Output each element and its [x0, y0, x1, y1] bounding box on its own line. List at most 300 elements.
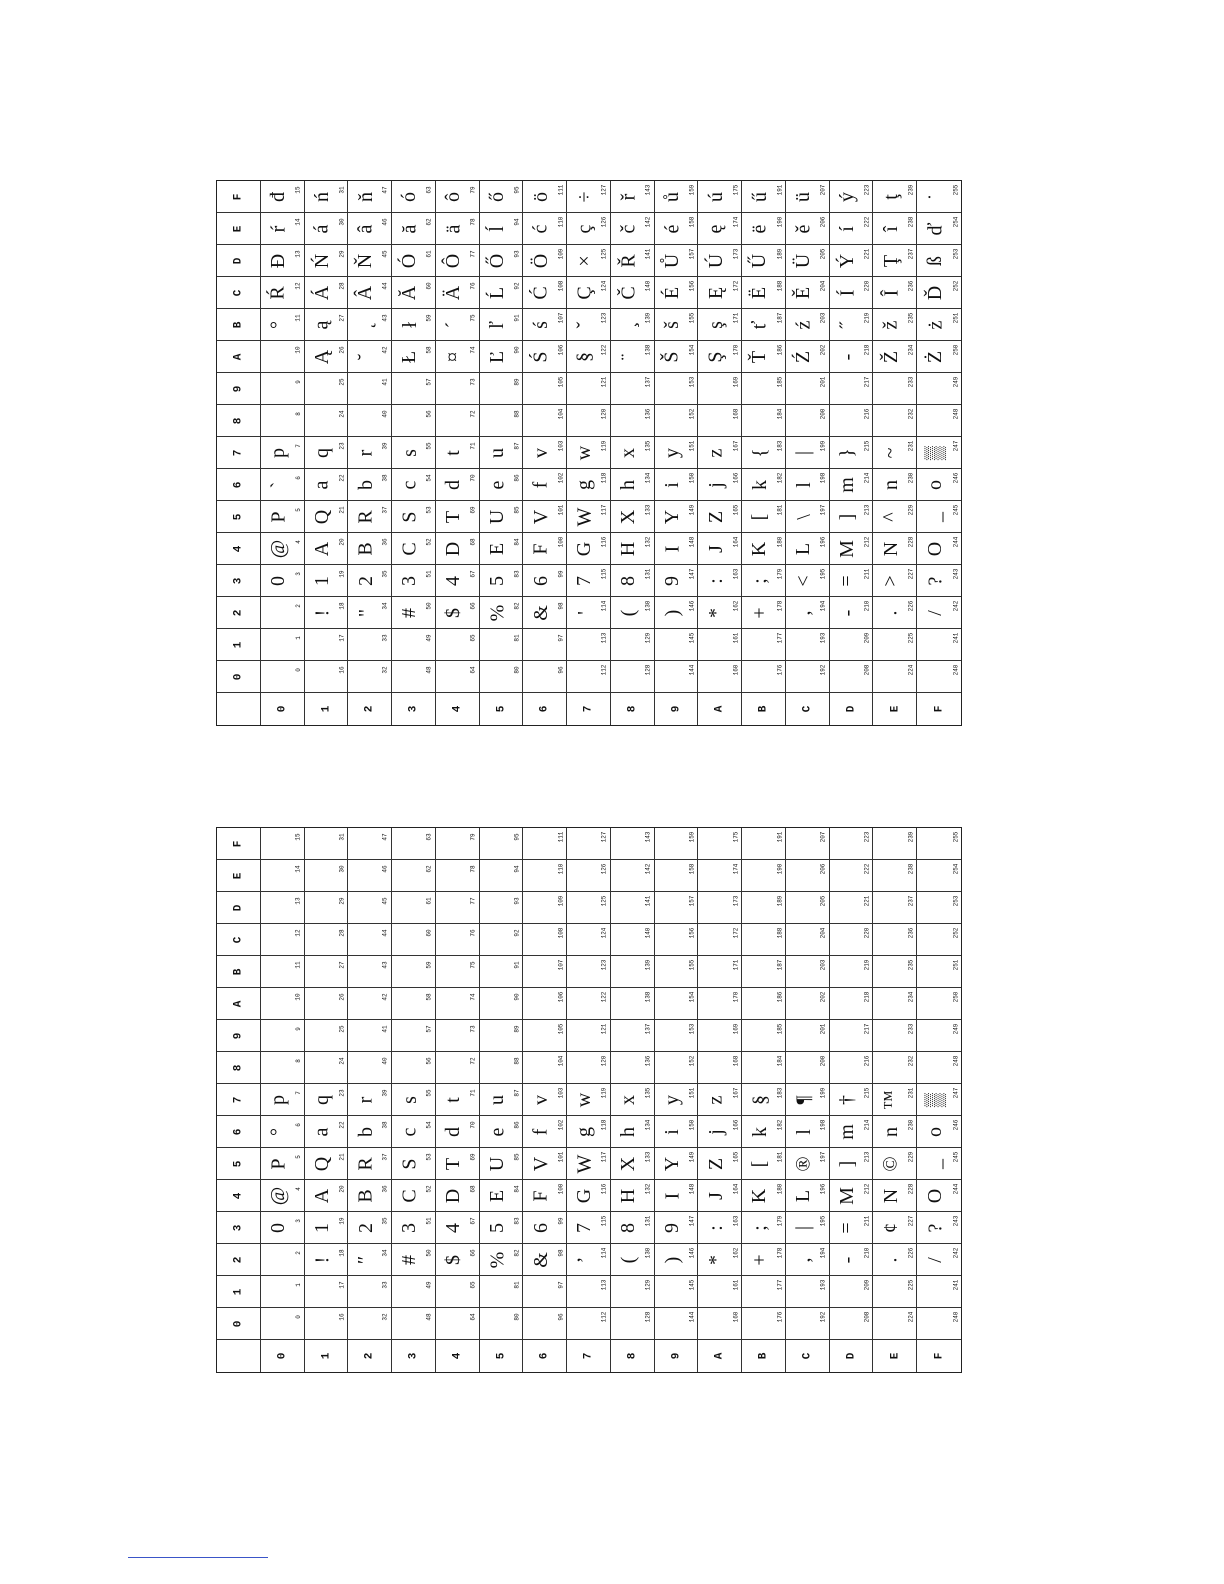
character-cell [917, 437, 961, 469]
character-cell [436, 1180, 480, 1212]
character-cell [786, 1020, 830, 1052]
character-cell [523, 1020, 567, 1052]
decimal-code: 88 [513, 1057, 521, 1065]
character-cell [305, 533, 349, 565]
character-glyph: # [398, 1254, 421, 1265]
character-cell [655, 1084, 699, 1116]
character-glyph: ď [924, 222, 947, 235]
decimal-code: 211 [863, 1215, 871, 1227]
character-cell [742, 988, 786, 1020]
character-cell [830, 181, 874, 213]
decimal-code: 16 [338, 666, 346, 674]
character-cell [917, 988, 961, 1020]
character-cell [873, 373, 917, 405]
character-cell [873, 1212, 917, 1244]
decimal-code: 43 [382, 961, 390, 969]
character-glyph: / [924, 1256, 947, 1263]
character-cell [611, 277, 655, 309]
character-cell [480, 1244, 524, 1276]
character-glyph: " [354, 608, 377, 617]
decimal-code: 243 [951, 1215, 959, 1227]
character-cell [655, 1148, 699, 1180]
character-cell [698, 661, 742, 693]
column-header-label: 9 [670, 705, 683, 713]
character-glyph: L [792, 542, 815, 555]
character-cell [305, 597, 349, 629]
decimal-code: 10 [294, 993, 302, 1001]
character-glyph: N [879, 1188, 902, 1203]
character-cell [830, 533, 874, 565]
decimal-code: 227 [907, 1215, 915, 1227]
column-header [305, 1340, 349, 1372]
character-cell [523, 405, 567, 437]
character-cell [523, 309, 567, 341]
decimal-code: 185 [775, 376, 783, 388]
character-cell [742, 1244, 786, 1276]
character-glyph: © [879, 1155, 902, 1172]
decimal-code: 180 [775, 1183, 783, 1195]
decimal-code: 44 [382, 929, 390, 937]
decimal-code: 85 [513, 506, 521, 514]
decimal-code: 49 [425, 634, 433, 642]
decimal-code: 254 [951, 863, 959, 875]
row-header [217, 597, 261, 629]
column-header [698, 693, 742, 725]
character-cell [436, 1276, 480, 1308]
decimal-code: 118 [600, 472, 608, 484]
character-cell [305, 956, 349, 988]
character-cell [655, 277, 699, 309]
decimal-code: 22 [338, 1121, 346, 1129]
decimal-code: 18 [338, 1249, 346, 1257]
character-glyph: I [661, 1192, 684, 1199]
character-cell [786, 629, 830, 661]
decimal-code: 210 [863, 600, 871, 612]
decimal-code: 38 [382, 474, 390, 482]
decimal-code: 222 [863, 863, 871, 875]
character-glyph: ' [573, 610, 596, 615]
character-cell [567, 309, 611, 341]
character-cell [786, 565, 830, 597]
character-cell [917, 661, 961, 693]
character-cell [873, 1244, 917, 1276]
character-cell [698, 277, 742, 309]
decimal-code: 253 [951, 248, 959, 260]
character-glyph: ß [924, 255, 947, 266]
character-cell [567, 1244, 611, 1276]
character-cell [830, 1276, 874, 1308]
character-glyph: Â [354, 285, 377, 300]
decimal-code: 122 [600, 344, 608, 356]
character-cell [392, 1052, 436, 1084]
decimal-code: 12 [294, 929, 302, 937]
decimal-code: 103 [557, 440, 565, 452]
character-cell [917, 1020, 961, 1052]
character-cell [655, 213, 699, 245]
decimal-code: 186 [775, 344, 783, 356]
decimal-code: 184 [775, 408, 783, 420]
character-cell [786, 341, 830, 373]
decimal-code: 167 [732, 440, 740, 452]
column-header-label: 8 [626, 705, 639, 713]
character-cell [480, 629, 524, 661]
decimal-code: 121 [600, 1023, 608, 1035]
decimal-code: 36 [382, 538, 390, 546]
row-header [217, 245, 261, 277]
character-cell [786, 661, 830, 693]
character-cell [917, 597, 961, 629]
decimal-code: 207 [819, 184, 827, 196]
decimal-code: 58 [425, 993, 433, 1001]
character-cell [348, 1244, 392, 1276]
character-glyph: ú [704, 191, 727, 202]
character-cell [392, 501, 436, 533]
character-cell [305, 213, 349, 245]
character-glyph: l [792, 481, 815, 488]
character-cell [348, 1084, 392, 1116]
decimal-code: 175 [732, 831, 740, 843]
character-glyph: Ň [354, 253, 377, 268]
character-glyph: d [442, 479, 465, 490]
character-glyph: Ő [485, 253, 508, 268]
decimal-code: 19 [338, 1217, 346, 1225]
character-cell [348, 501, 392, 533]
character-glyph: ¢ [879, 1222, 902, 1233]
character-glyph: Y [661, 1156, 684, 1171]
character-glyph: a [310, 1127, 333, 1136]
character-cell [480, 661, 524, 693]
character-cell [567, 860, 611, 892]
character-cell [786, 373, 830, 405]
character-cell [261, 860, 305, 892]
decimal-code: 224 [907, 664, 915, 676]
character-glyph: Ů [661, 253, 684, 268]
decimal-code: 200 [819, 1055, 827, 1067]
character-cell [698, 565, 742, 597]
character-glyph: z [704, 448, 727, 457]
character-cell [480, 1276, 524, 1308]
character-cell [917, 1116, 961, 1148]
decimal-code: 8 [294, 412, 302, 416]
character-glyph: 9 [661, 575, 684, 586]
decimal-code: 198 [819, 1119, 827, 1131]
character-cell [917, 892, 961, 924]
character-glyph: Č [617, 285, 640, 300]
decimal-code: 87 [513, 442, 521, 450]
character-cell [348, 277, 392, 309]
decimal-code: 142 [644, 863, 652, 875]
row-header-label: F [232, 193, 245, 200]
column-header-label: 0 [276, 1352, 289, 1360]
character-cell [742, 956, 786, 988]
character-cell [698, 341, 742, 373]
decimal-code: 230 [907, 472, 915, 484]
row-header [217, 828, 261, 860]
character-glyph: m [836, 1123, 859, 1140]
decimal-code: 90 [513, 993, 521, 1001]
character-glyph: n [879, 1126, 902, 1137]
row-header [217, 661, 261, 693]
character-glyph: U [485, 509, 508, 524]
decimal-code: 250 [951, 991, 959, 1003]
character-cell [917, 501, 961, 533]
character-glyph: ® [792, 1155, 815, 1172]
character-cell [917, 181, 961, 213]
character-glyph: f [529, 1128, 552, 1135]
decimal-code: 163 [732, 1215, 740, 1227]
decimal-code: 208 [863, 1311, 871, 1323]
decimal-code: 16 [338, 1313, 346, 1321]
character-cell [830, 405, 874, 437]
character-cell [830, 1148, 874, 1180]
decimal-code: 147 [688, 1215, 696, 1227]
decimal-code: 165 [732, 504, 740, 516]
decimal-code: 92 [513, 929, 521, 937]
decimal-code: 247 [951, 1087, 959, 1099]
decimal-code: 91 [513, 961, 521, 969]
character-cell [917, 1212, 961, 1244]
decimal-code: 96 [557, 666, 565, 674]
character-cell [698, 469, 742, 501]
character-cell [917, 533, 961, 565]
character-cell [786, 533, 830, 565]
row-header [217, 924, 261, 956]
character-glyph: R [354, 509, 377, 524]
character-cell [480, 1116, 524, 1148]
character-cell [698, 533, 742, 565]
character-cell [305, 341, 349, 373]
decimal-code: 245 [951, 504, 959, 516]
decimal-code: 80 [513, 1313, 521, 1321]
decimal-code: 191 [775, 184, 783, 196]
character-cell [436, 1308, 480, 1340]
character-cell [917, 565, 961, 597]
decimal-code: 45 [382, 897, 390, 905]
decimal-code: 192 [819, 664, 827, 676]
decimal-code: 5 [294, 1155, 302, 1159]
character-glyph: [ [748, 1160, 771, 1167]
character-glyph: 5 [485, 1222, 508, 1233]
character-glyph: t [442, 1096, 465, 1103]
column-header-label: 6 [538, 1352, 551, 1360]
decimal-code: 183 [775, 1087, 783, 1099]
decimal-code: 24 [338, 410, 346, 418]
decimal-code: 228 [907, 536, 915, 548]
character-glyph: Î [879, 289, 902, 296]
decimal-code: 93 [513, 250, 521, 258]
character-glyph: 6 [529, 1222, 552, 1233]
character-glyph: F [529, 542, 552, 555]
character-cell [830, 437, 874, 469]
decimal-code: 9 [294, 380, 302, 384]
decimal-code: 66 [469, 1249, 477, 1257]
character-cell [830, 213, 874, 245]
character-cell [873, 1052, 917, 1084]
decimal-code: 227 [907, 568, 915, 580]
character-cell [261, 1308, 305, 1340]
decimal-code: 93 [513, 897, 521, 905]
decimal-code: 237 [907, 895, 915, 907]
decimal-code: 65 [469, 1281, 477, 1289]
decimal-code: 251 [951, 959, 959, 971]
row-header [217, 373, 261, 405]
decimal-code: 37 [382, 506, 390, 514]
decimal-code: 46 [382, 865, 390, 873]
character-cell [261, 1020, 305, 1052]
character-glyph: d [442, 1126, 465, 1137]
decimal-code: 97 [557, 634, 565, 642]
character-cell [480, 469, 524, 501]
character-glyph: ! [310, 609, 333, 616]
character-cell [873, 661, 917, 693]
decimal-code: 23 [338, 1089, 346, 1097]
column-header-label: 2 [363, 705, 376, 713]
decimal-code: 204 [819, 927, 827, 939]
column-header-label: 4 [451, 1352, 464, 1360]
decimal-code: 129 [644, 1279, 652, 1291]
character-glyph: E [485, 1189, 508, 1202]
row-header [217, 309, 261, 341]
decimal-code: 0 [294, 1315, 302, 1319]
character-cell [611, 1212, 655, 1244]
decimal-code: 31 [338, 186, 346, 194]
character-cell [655, 1212, 699, 1244]
character-cell [261, 1212, 305, 1244]
character-glyph: / [924, 609, 947, 616]
character-cell [742, 1212, 786, 1244]
decimal-code: 153 [688, 376, 696, 388]
character-cell [611, 629, 655, 661]
decimal-code: 95 [513, 833, 521, 841]
character-glyph: Š [661, 350, 684, 363]
character-cell [611, 597, 655, 629]
character-glyph: Ú [704, 253, 727, 268]
character-cell [698, 1180, 742, 1212]
character-glyph: 5 [485, 575, 508, 586]
character-cell [830, 1180, 874, 1212]
character-cell [742, 1308, 786, 1340]
character-glyph: _ [924, 511, 947, 522]
decimal-code: 164 [732, 1183, 740, 1195]
decimal-code: 220 [863, 927, 871, 939]
character-glyph: ý [836, 191, 859, 202]
character-glyph: A [310, 1188, 333, 1203]
character-glyph: ’ [573, 1256, 596, 1263]
decimal-code: 170 [732, 991, 740, 1003]
character-cell [655, 1052, 699, 1084]
character-cell [830, 860, 874, 892]
character-cell [830, 597, 874, 629]
decimal-code: 3 [294, 572, 302, 576]
character-cell [698, 1052, 742, 1084]
character-cell [523, 1116, 567, 1148]
character-cell [436, 501, 480, 533]
row-header [217, 988, 261, 1020]
character-cell [567, 1084, 611, 1116]
column-header [392, 693, 436, 725]
character-cell [523, 501, 567, 533]
decimal-code: 11 [294, 961, 302, 969]
decimal-code: 113 [600, 1279, 608, 1291]
character-glyph: ( [617, 609, 640, 616]
column-header-label: D [845, 705, 858, 713]
character-glyph: { [748, 447, 771, 458]
character-cell [480, 1212, 524, 1244]
character-cell [611, 1020, 655, 1052]
character-cell [742, 924, 786, 956]
character-cell [305, 892, 349, 924]
row-header-label: 0 [232, 1320, 245, 1327]
decimal-code: 200 [819, 408, 827, 420]
character-cell [523, 277, 567, 309]
character-cell [567, 469, 611, 501]
character-cell [348, 1308, 392, 1340]
character-cell [786, 1052, 830, 1084]
decimal-code: 69 [469, 506, 477, 514]
character-glyph: ű [748, 191, 771, 202]
character-glyph: â [354, 224, 377, 233]
row-header [217, 501, 261, 533]
decimal-code: 164 [732, 536, 740, 548]
decimal-code: 100 [557, 1183, 565, 1195]
decimal-code: 110 [557, 216, 565, 228]
decimal-code: 68 [469, 538, 477, 546]
decimal-code: 179 [775, 1215, 783, 1227]
character-cell [830, 661, 874, 693]
character-cell [261, 1180, 305, 1212]
character-cell [567, 1180, 611, 1212]
character-glyph: < [792, 574, 815, 587]
character-cell [742, 309, 786, 341]
decimal-code: 62 [425, 218, 433, 226]
decimal-code: 76 [469, 929, 477, 937]
decimal-code: 203 [819, 959, 827, 971]
column-header-label: E [888, 1352, 901, 1360]
decimal-code: 249 [951, 1023, 959, 1035]
character-cell [742, 533, 786, 565]
character-cell [873, 1276, 917, 1308]
character-cell [742, 245, 786, 277]
character-cell [917, 245, 961, 277]
character-cell [611, 245, 655, 277]
character-cell [830, 469, 874, 501]
character-cell [611, 988, 655, 1020]
character-glyph: o [924, 479, 947, 490]
decimal-code: 75 [469, 961, 477, 969]
character-glyph: j [704, 1128, 727, 1135]
character-cell [480, 860, 524, 892]
character-glyph: 2 [354, 575, 377, 586]
decimal-code: 220 [863, 280, 871, 292]
character-cell [392, 956, 436, 988]
decimal-code: 149 [688, 504, 696, 516]
character-glyph: X [617, 1156, 640, 1171]
decimal-code: 108 [557, 927, 565, 939]
character-glyph: Ý [836, 253, 859, 268]
character-cell [261, 597, 305, 629]
character-cell [523, 1148, 567, 1180]
character-cell [917, 629, 961, 661]
character-glyph: P [267, 1157, 290, 1170]
character-glyph: ¶ [792, 1094, 815, 1105]
decimal-code: 133 [644, 1151, 652, 1163]
decimal-code: 105 [557, 1023, 565, 1035]
character-cell [655, 924, 699, 956]
character-glyph: y [661, 1094, 684, 1105]
character-cell [480, 988, 524, 1020]
decimal-code: 150 [688, 472, 696, 484]
decimal-code: 217 [863, 1023, 871, 1035]
